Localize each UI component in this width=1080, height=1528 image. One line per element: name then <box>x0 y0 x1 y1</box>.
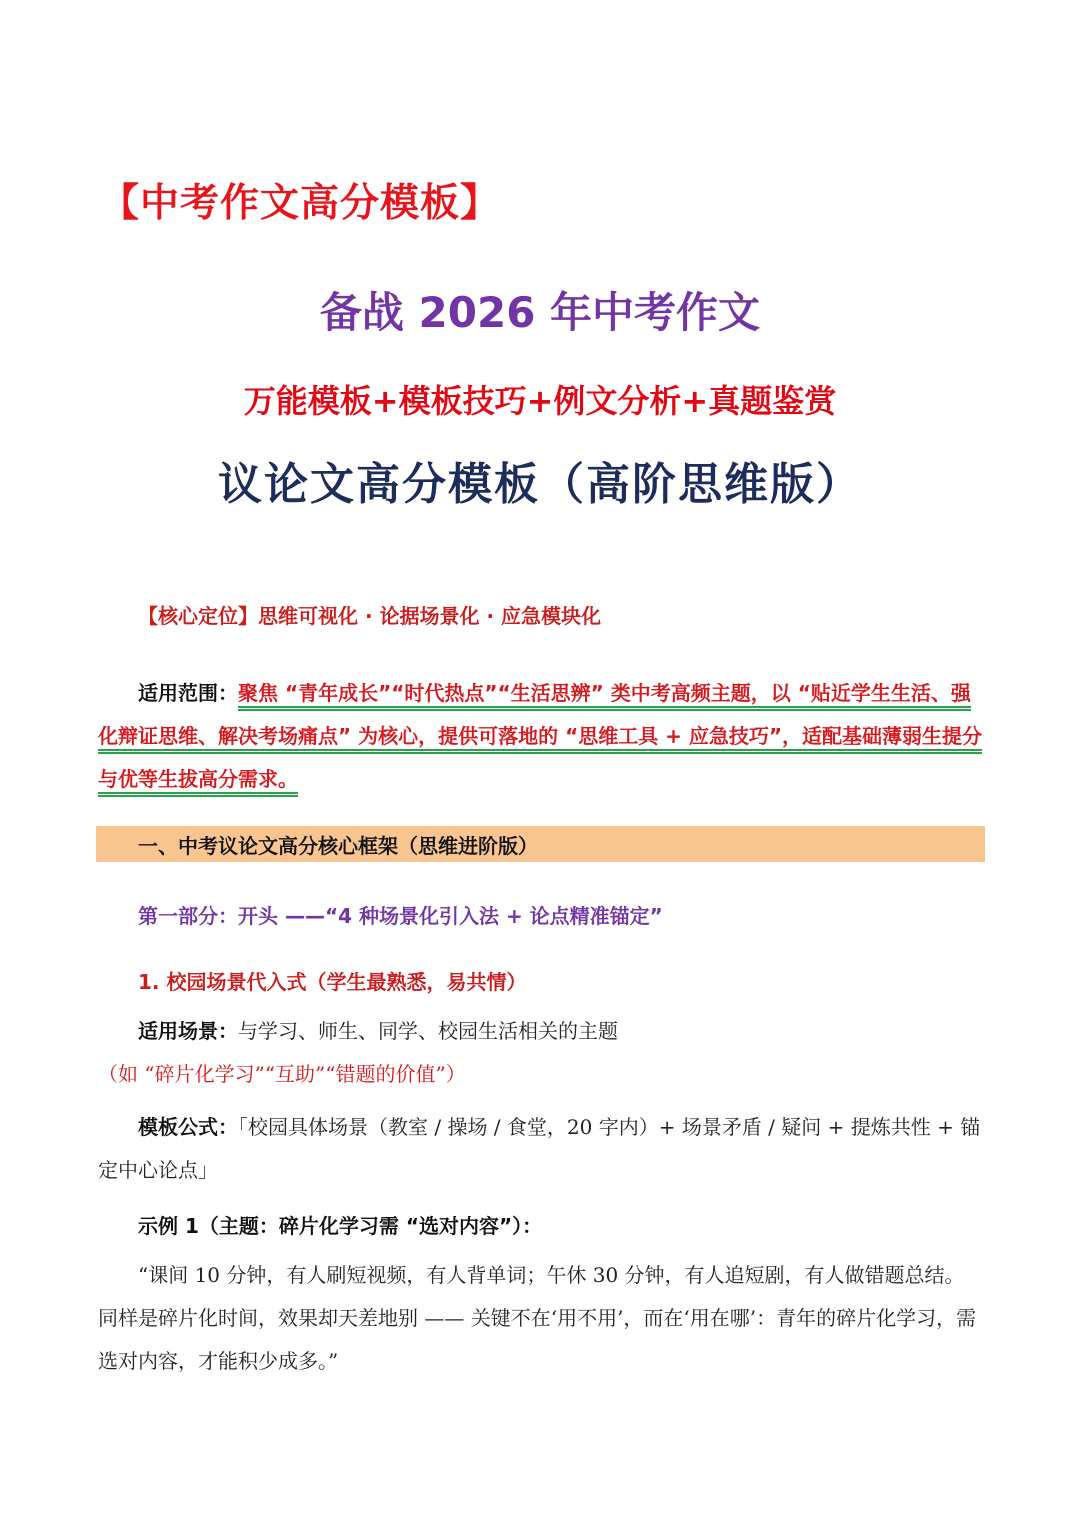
formula-label: 模板公式： <box>138 1115 238 1139</box>
scene-paragraph <box>98 1010 984 1096</box>
example-paragraph: “课间 10 分钟，有人刷短视频，有人背单词；午休 30 分钟，有人追短剧，有人做错题总结。同样是碎片化时间，效果却天差地别 —— 关键不在‘用不用’，而在‘用在哪’：青年的碎片化学习，需选对内容，才能积少成多。” <box>98 1263 977 1373</box>
example-title: 示例 1（主题：碎片化学习需 “选对内容”）： <box>138 1214 543 1238</box>
scene-text: 与学习、师生、同学、校园生活相关的主题 <box>238 1019 618 1043</box>
core-positioning: 【核心定位】思维可视化 · 论据场景化 · 应急模块化 <box>138 604 602 628</box>
scope-paragraph <box>98 672 984 801</box>
page-label: 【中考作文高分模板】 <box>100 181 501 226</box>
scope-text: 聚焦 “青年成长”“时代热点”“生活思辨” 类中考高频主题，以 “贴近学生生活、强化辩证思维、解决考场痛点” 为核心，提供可落地的 “思维工具 + 应急技巧”，适配基础薄弱生提分与优等生拔高分需求。 <box>98 681 983 791</box>
section-title: 一、中考议论文高分核心框架（思维进阶版） <box>138 834 538 858</box>
part-title: 第一部分：开头 ——“4 种场景化引入法 + 论点精准锚定” <box>138 904 663 928</box>
document-title: 备战 2026 年中考作文 <box>319 288 761 337</box>
method-title: 1. 校园场景代入式（学生最熟悉，易共情） <box>138 970 527 994</box>
scene-example: （如 “碎片化学习”“互助”“错题的价值”） <box>98 1062 466 1086</box>
document-subtitle: 万能模板+模板技巧+例文分析+真题鉴赏 <box>243 382 837 420</box>
formula-paragraph <box>98 1106 984 1192</box>
document-heading: 议论文高分模板（高阶思维版） <box>218 459 862 510</box>
scene-label: 适用场景： <box>138 1019 238 1043</box>
formula-text: 「校园具体场景（教室 / 操场 / 食堂，20 字内）+ 场景矛盾 / 疑问 + 提炼共性 + 锚定中心论点」 <box>98 1115 981 1182</box>
scope-label: 适用范围： <box>138 681 238 705</box>
